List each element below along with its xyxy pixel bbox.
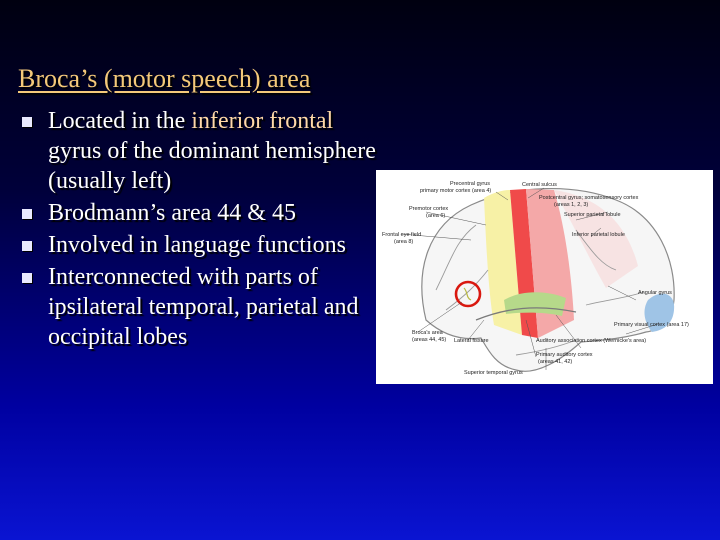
bullet-square-icon (22, 273, 32, 283)
bullet-square-icon (22, 241, 32, 251)
premotor-label: Premotor cortex (409, 206, 449, 212)
bullet-square-icon (22, 209, 32, 219)
bullet-text: gyrus of the dominant hemisphere (usually left) (48, 138, 376, 194)
areas-123-label: (areas 1, 2, 3) (554, 202, 589, 208)
bullet-text: Located in the (48, 108, 192, 134)
postcentral-label: Postcentral gyrus; somatosensory cortex (539, 195, 639, 201)
precentral-label: Precentral gyrus (450, 181, 491, 187)
brain-illustration (376, 170, 713, 384)
primary-visual-label: Primary visual cortex (area 17) (614, 322, 689, 328)
areas-41-42-label: (areas 41, 42) (538, 359, 573, 365)
bullet-text: Interconnected with parts of ipsilateral temporal, parietal and occipital lobes (48, 264, 359, 350)
bullet-list (16, 106, 381, 354)
broca-areas-label: (areas 44, 45) (412, 337, 447, 343)
superior-parietal-label: Superior parietal lobule (564, 212, 621, 218)
bullet-text: Brodmann’s area 44 & 45 (48, 200, 296, 226)
slide-title: Broca’s (motor speech) area (18, 64, 311, 93)
lateral-fissure-label: Lateral fissure (454, 338, 489, 344)
bullet-item (16, 198, 381, 228)
inferior-parietal-label: Inferior parietal lobule (572, 232, 625, 238)
inferior-parietal-lobe-label: Angular gyrus (638, 290, 672, 296)
brain-diagram (376, 170, 713, 384)
bullet-text: Involved in language functions (48, 232, 346, 258)
area6-label: (area 6) (426, 213, 446, 219)
bullet-item (16, 230, 381, 260)
bullet-square-icon (22, 117, 32, 127)
primary-motor-label: primary motor cortex (area 4) (420, 188, 492, 194)
broca-label: Broca's area (412, 330, 443, 336)
bullet-item (16, 106, 381, 196)
primary-auditory-label: Primary auditory cortex (536, 352, 593, 358)
superior-temporal-label: Superior temporal gyrus (464, 370, 523, 376)
frontal-eye-label: Frontal eye field (382, 232, 422, 238)
auditory-region (504, 292, 566, 316)
auditory-assoc-label: Auditory association cortex (Wernicke's area) (536, 338, 647, 344)
area8-label: (area 8) (394, 239, 414, 245)
bullet-item (16, 262, 381, 352)
central-sulcus-label: Central sulcus (522, 182, 557, 188)
bullet-highlight: inferior frontal (191, 108, 334, 134)
